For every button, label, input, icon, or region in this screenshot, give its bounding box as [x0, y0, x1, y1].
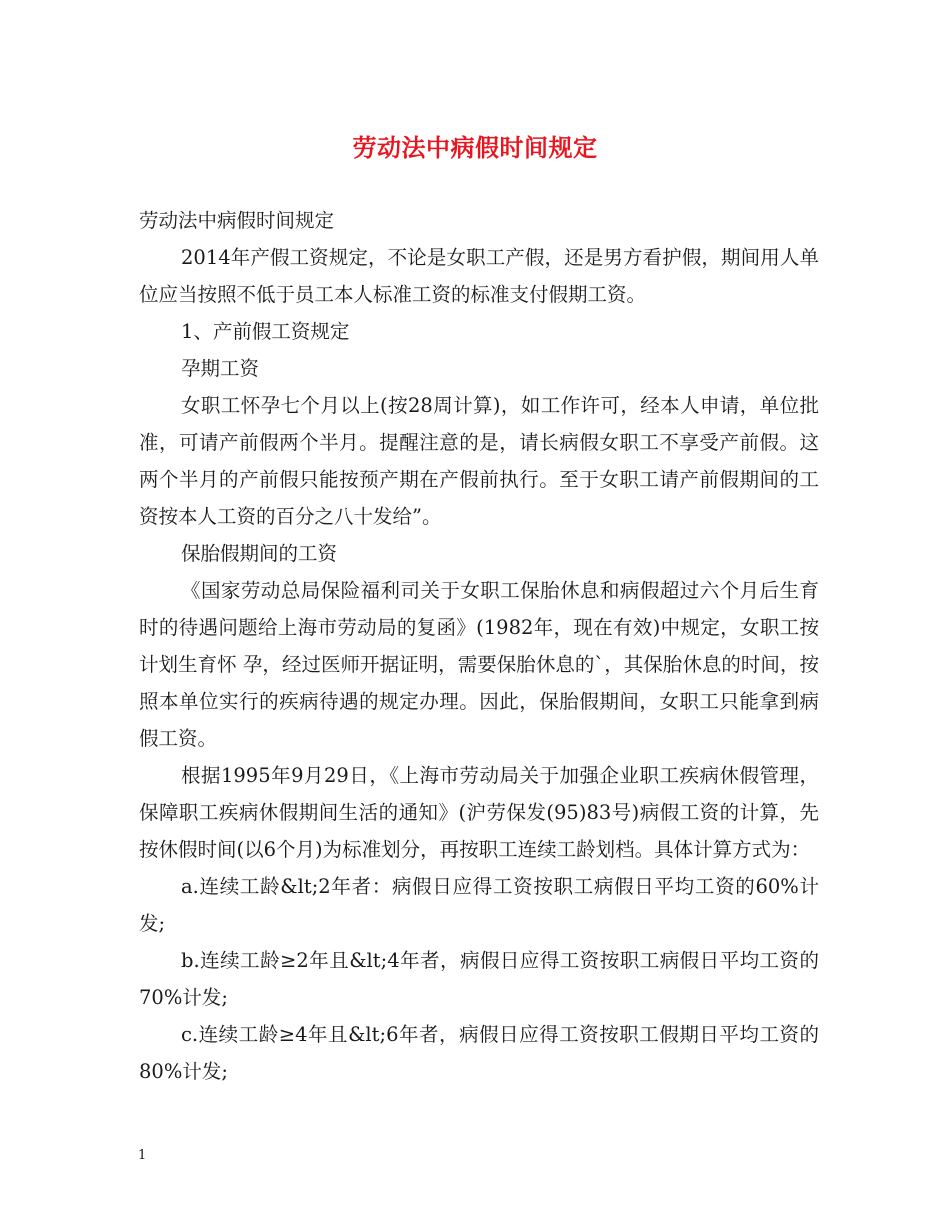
paragraph-shanghai-notice: 根据1995年9月29日，《上海市劳动局关于加强企业职工疾病休假管理，保障职工疾病休假期间生活的通知》(沪劳保发(95)83号)病假工资的计算，先按休假时间(以6个月)为标准划分，再按职工连续工龄划档。具体计算方式为：: [139, 764, 819, 861]
page-number: 1: [138, 1148, 147, 1163]
paragraph-pregnancy-protection-heading: 保胎假期间的工资: [181, 542, 338, 565]
paragraph-maternity-pay-rule: 2014年产假工资规定，不论是女职工产假，还是男方看护假，期间用人单位应当按照不低于员工本人标准工资的标准支付假期工资。: [139, 246, 819, 306]
paragraph-prenatal-leave: 女职工怀孕七个月以上(按28周计算)，如工作许可，经本人申请，单位批准，可请产前假两个半月。提醒注意的是，请长病假女职工不享受产前假。这两个半月的产前假只能按预产期在产假前执行。至于女职工请产前假期间的工资按本人工资的百分之八十发给”。: [139, 394, 819, 528]
paragraph-rule-c: c.连续工龄≥4年且&lt;6年者，病假日应得工资按职工假期日平均工资的80%计发;: [139, 1023, 819, 1083]
paragraph-rule-a: a.连续工龄&lt;2年者：病假日应得工资按职工病假日平均工资的60%计发;: [139, 875, 819, 935]
paragraph-pregnancy-pay-heading: 孕期工资: [181, 357, 260, 380]
document-title: 劳动法中病假时间规定: [352, 133, 598, 162]
paragraph-pregnancy-protection: 《国家劳动总局保险福利司关于女职工保胎休息和病假超过六个月后生育时的待遇问题给上海市劳动局的复函》(1982年，现在有效)中规定，女职工按计划生育怀 孕，经过医师开据证明，需要保胎休息的`，其保胎休息的时间，按照本单位实行的疾病待遇的规定办理。因此，保胎假期间，女职工只能拿到病假工资。: [139, 579, 819, 750]
paragraph-section-prenatal: 1、产前假工资规定: [181, 320, 350, 343]
document-body: [139, 202, 819, 1090]
paragraph-heading: 劳动法中病假时间规定: [139, 209, 335, 232]
paragraph-rule-b: b.连续工龄≥2年且&lt;4年者，病假日应得工资按职工病假日平均工资的70%计发;: [139, 949, 819, 1009]
